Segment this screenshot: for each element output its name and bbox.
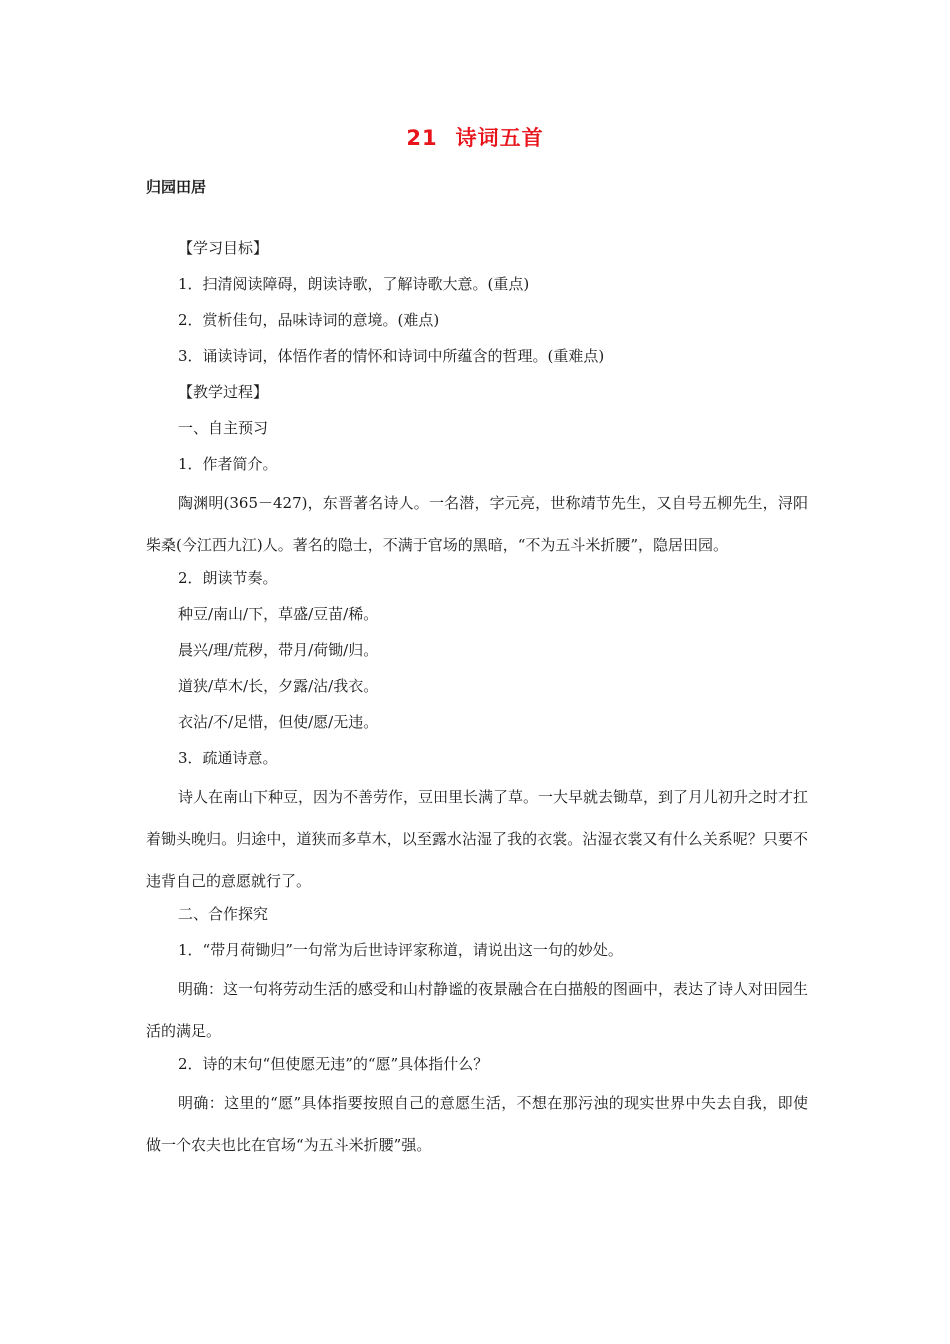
text-line: 种豆/南山/下，草盛/豆苗/稀。: [178, 605, 379, 623]
paragraph: 陶渊明(365－427)，东晋著名诗人。一名潜，字元亮，世称靖节先生，又自号五柳先生，浔阳柴桑(今江西九江)人。著名的隐士，不满于官场的黑暗，“不为五斗米折腰”，隐居田园。: [146, 494, 808, 554]
lesson-title: 诗词五首: [455, 126, 544, 150]
paragraph: 诗人在南山下种豆，因为不善劳作，豆田里长满了草。一大早就去锄草，到了月儿初升之时才扛着锄头晚归。归途中，道狭而多草木，以至露水沾湿了我的衣裳。沾湿衣裳又有什么关系呢？只要不违背自己的意愿就行了。: [146, 788, 809, 890]
text-line: 衣沾/不/足惜，但使/愿/无违。: [178, 713, 379, 731]
text-line: 道狭/草木/长，夕露/沾/我衣。: [178, 677, 379, 695]
text-line: 2．赏析佳句，品味诗词的意境。(难点): [178, 311, 440, 329]
text-line: 1．“带月荷锄归”一句常为后世诗评家称道，请说出这一句的妙处。: [178, 941, 623, 959]
text-line: 3．疏通诗意。: [178, 749, 278, 767]
lesson-number: 21: [406, 126, 438, 150]
text-line: 一、自主预习: [178, 419, 269, 437]
text-line: 2．诗的末句“但使愿无违”的“愿”具体指什么？: [178, 1055, 489, 1073]
section-heading: 归园田居: [146, 178, 207, 196]
text-line: 【学习目标】: [178, 239, 269, 257]
document-body: [146, 230, 808, 1166]
text-line: 2．朗读节奏。: [178, 569, 278, 587]
page-title: [0, 122, 950, 152]
text-line: 晨兴/理/荒秽，带月/荷锄/归。: [178, 641, 379, 659]
paragraph: 明确：这里的“愿”具体指要按照自己的意愿生活，不想在那污浊的现实世界中失去自我，即使做一个农夫也比在官场“为五斗米折腰”强。: [146, 1094, 808, 1154]
text-line: 3．诵读诗词，体悟作者的情怀和诗词中所蕴含的哲理。(重难点): [178, 347, 605, 365]
text-line: 二、合作探究: [178, 905, 269, 923]
text-line: 【教学过程】: [178, 383, 269, 401]
text-line: 1．扫清阅读障碍，朗读诗歌，了解诗歌大意。(重点): [178, 275, 530, 293]
paragraph: 明确：这一句将劳动生活的感受和山村静谧的夜景融合在白描般的图画中，表达了诗人对田园生活的满足。: [146, 980, 809, 1040]
text-line: 1．作者简介。: [178, 455, 278, 473]
